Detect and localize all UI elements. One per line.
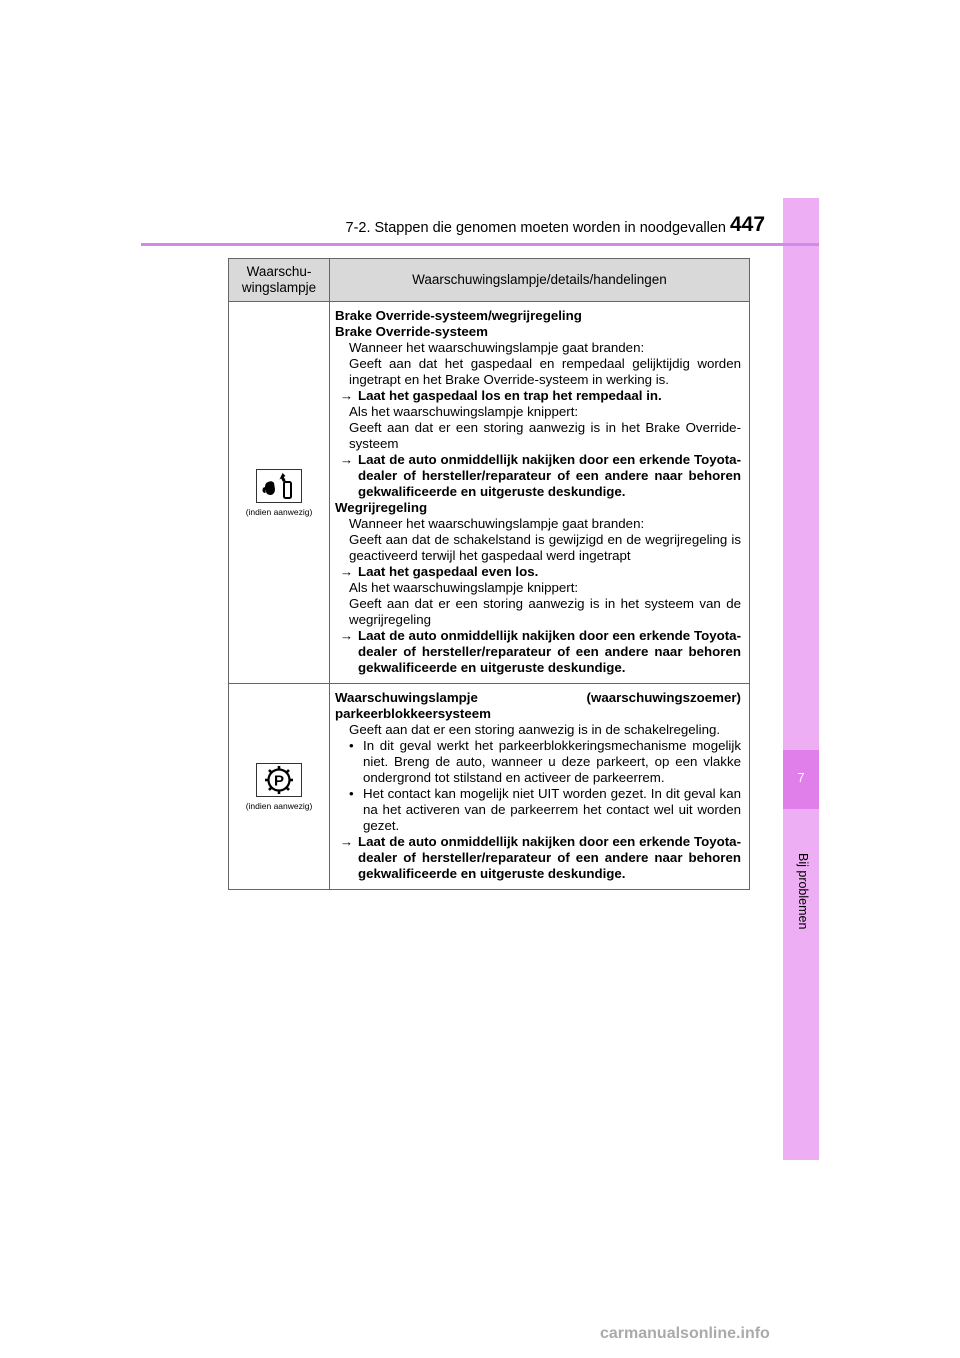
lamp-cell	[229, 302, 330, 684]
column-header-details: Waarschuwingslampje/details/handelingen	[330, 259, 750, 302]
parking-lock-icon	[256, 763, 302, 797]
lamp-cell	[229, 684, 330, 890]
section-title: 7-2. Stappen die genomen moeten worden in noodgevallen	[345, 220, 726, 236]
lamp-caption: (indien aanwezig)	[245, 506, 313, 517]
page-number: 447	[730, 213, 766, 236]
chapter-number: 7	[797, 770, 805, 785]
lamp-description: Waarschuwingslampje (waarschuwingszoemer) parkeerblokkeersysteem Geeft aan dat er een storing aanwezig is in de schakelregeling. • In dit geval werkt het parkeerblokkeringsmechanisme mogelijk niet. Breng de auto, wanneer u deze parkeert, op een vlakke ondergrond tot stilstand en activeer de parkeerrem. • Het contact kan mogelijk niet UIT worden gezet. In dit geval kan na het activeren van de parkeerrem het contact wel uit worden gezet. → Laat de auto onmiddellijk nakijken door een erkende Toyota-dealer of hersteller/reparateur of een andere naar behoren gekwalificeerde en uitgeruste deskundige.	[330, 684, 750, 890]
watermark: carmanualsonline.info	[600, 1325, 770, 1342]
column-header-lamp: Waarschu- wingslampje	[229, 259, 330, 302]
table-row	[229, 684, 750, 890]
chapter-label: Bij problemen	[796, 853, 810, 930]
svg-text:P: P	[273, 772, 285, 789]
table-header-row	[229, 259, 750, 302]
warning-lights-table	[228, 258, 750, 890]
table-row	[229, 302, 750, 684]
brake-override-icon	[256, 469, 302, 503]
chapter-sidebar-tab	[783, 198, 819, 1160]
header-rule	[141, 243, 819, 246]
lamp-caption: (indien aanwezig)	[245, 800, 313, 811]
lamp-description: Brake Override-systeem/wegrijregeling Brake Override-systeem Wanneer het waarschuwingslampje gaat branden: Geeft aan dat het gaspedaal en rempedaal gelijktijdig worden ingetrapt en het Brake Override-systeem in werking is. → Laat het gaspedaal los en trap het rempedaal in. Als het waarschuwingslampje knippert: Geeft aan dat er een storing aanwezig is in het Brake Override-systeem → Laat de auto onmiddellijk nakijken door een erkende Toyota-dealer of hersteller/reparateur of een andere naar behoren gekwalificeerde en uitgeruste deskundige. Wegrijregeling Wanneer het waarschuwingslampje gaat branden: Geeft aan dat de schakelstand is gewijzigd en de wegrijregeling is geactiveerd terwijl het gaspedaal werd ingetrapt → Laat het gaspedaal even los. Als het waarschuwingslampje knippert: Geeft aan dat er een storing aanwezig is in het systeem van de wegrijregeling → Laat de auto onmiddellijk nakijken door een erkende Toyota-dealer of hersteller/reparateur of een andere naar behoren gekwalificeerde en uitgeruste deskundige.	[330, 302, 750, 684]
